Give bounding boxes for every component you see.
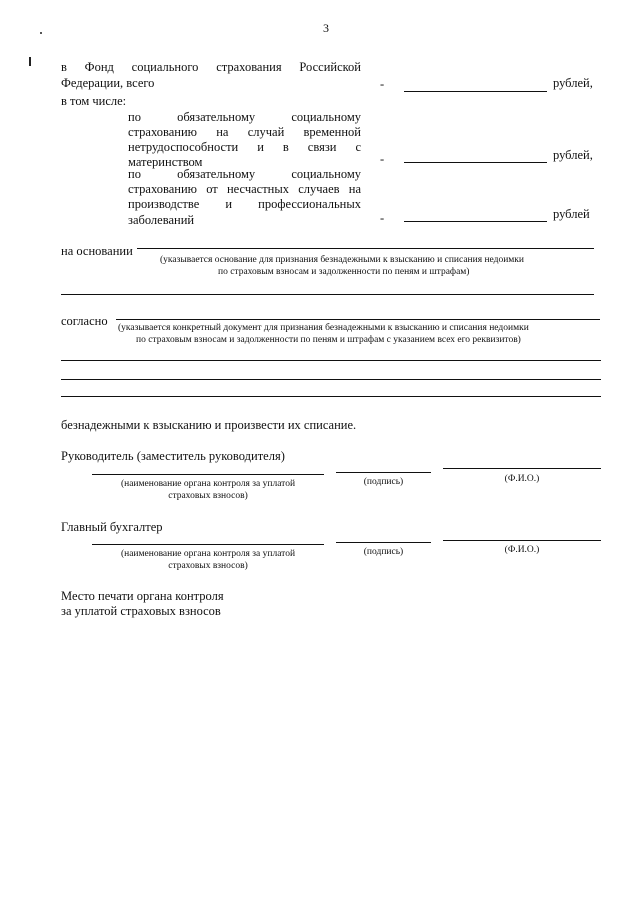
- sub2-amount-line: [404, 221, 547, 222]
- sub2-line-2: страхованию от несчастных случаев на: [128, 182, 361, 196]
- page-number: 3: [323, 21, 329, 35]
- sub1-line-2: страхованию на случай временной: [128, 125, 361, 139]
- head-sign-hint: (подпись): [363, 477, 404, 487]
- accountant-org-hint: [92, 548, 324, 572]
- dash-total: -: [380, 77, 385, 91]
- according-line-2: [61, 360, 601, 361]
- fund-line-2: Федерации, всего: [61, 76, 155, 90]
- accountant-org-line: [92, 544, 324, 545]
- basis-hint-2: по страховым взносам и задолженности по пеням и штрафам): [218, 267, 470, 277]
- head-org-hint-1: (наименование органа контроля за уплатой: [120, 479, 296, 489]
- basis-line: [137, 248, 594, 249]
- basis-label: на основании: [61, 244, 133, 258]
- stamp-line-2: за уплатой страховых взносов: [61, 604, 221, 618]
- accountant-title: Главный бухгалтер: [61, 520, 163, 534]
- conclusion-text: безнадежными к взысканию и произвести их списание.: [61, 418, 357, 432]
- sub2-line-4: заболеваний: [128, 213, 195, 227]
- fund-line-1: в Фонд социального страхования Российской: [61, 60, 361, 74]
- basis-line-2: [61, 294, 594, 295]
- rubles-total: рублей,: [553, 76, 593, 90]
- dash-sub1: -: [380, 152, 385, 166]
- head-org-hint-2: страховых взносов): [168, 491, 248, 501]
- stamp-line-1: Место печати органа контроля: [61, 589, 224, 603]
- accountant-name-hint: (Ф.И.О.): [504, 545, 540, 555]
- rubles-sub1: рублей,: [553, 148, 593, 162]
- according-label: согласно: [61, 314, 108, 328]
- according-hint-2: по страховым взносам и задолженности по пеням и штрафам с указанием всех его реквизитов): [136, 335, 521, 345]
- head-org-hint: [92, 478, 324, 502]
- scan-dot: [40, 32, 42, 34]
- fund-line-3: в том числе:: [61, 94, 127, 108]
- accountant-org-hint-2: страховых взносов): [168, 561, 248, 571]
- according-hint-1: (указывается конкретный документ для признания безнадежными к взысканию и списания недоимки: [118, 323, 529, 333]
- total-amount-line: [404, 91, 547, 92]
- sub2-line-1: по обязательному социальному: [128, 167, 361, 181]
- head-name-hint: (Ф.И.О.): [504, 474, 540, 484]
- accountant-org-hint-1: (наименование органа контроля за уплатой: [120, 549, 296, 559]
- according-line-3: [61, 379, 601, 380]
- according-line: [116, 319, 600, 320]
- sub1-line-1: по обязательному социальному: [128, 110, 361, 124]
- accountant-name-line: [443, 540, 601, 541]
- head-org-line: [92, 474, 324, 475]
- dash-sub2: -: [380, 211, 385, 225]
- accountant-sign-line: [336, 542, 431, 543]
- sub1-line-3: нетрудоспособности и в связи с: [128, 140, 361, 154]
- head-name-line: [443, 468, 601, 469]
- basis-hint-1: (указывается основание для признания безнадежными к взысканию и списания недоимки: [160, 255, 524, 265]
- rubles-sub2: рублей: [553, 207, 590, 221]
- head-title: Руководитель (заместитель руководителя): [61, 449, 285, 463]
- according-line-4: [61, 396, 601, 397]
- sub1-amount-line: [404, 162, 547, 163]
- sub1-line-4: материнством: [128, 155, 203, 169]
- head-sign-line: [336, 472, 431, 473]
- sub2-line-3: производстве и профессиональных: [128, 197, 361, 211]
- accountant-sign-hint: (подпись): [363, 547, 404, 557]
- scan-mark: [29, 57, 31, 66]
